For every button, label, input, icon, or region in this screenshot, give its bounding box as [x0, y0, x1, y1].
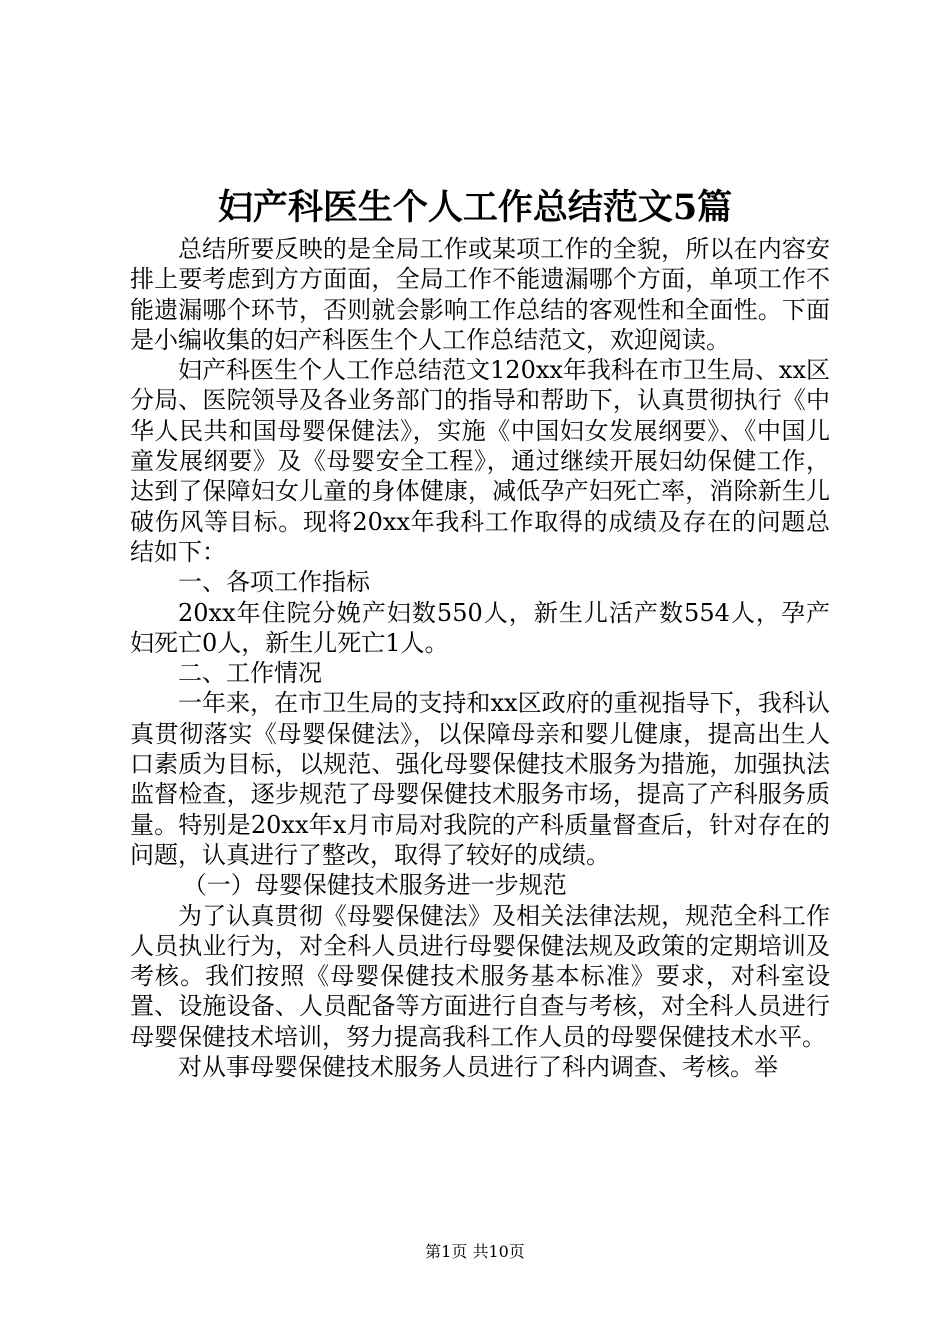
summary-paragraph: 妇产科医生个人工作总结范文120xx年我科在市卫生局、xx区分局、医院领导及各业务部门的指导和帮助下，认真贯彻执行《中华人民共和国母婴保健法》，实施《中国妇女发展纲要》、《中国儿童发展纲要》及《母婴安全工程》，通过继续开展妇幼保健工作，达到了保障妇女儿童的身体健康，减低孕产妇死亡率，消除新生儿破伤风等目标。现将20xx年我科工作取得的成绩及存在的问题总结如下： [130, 356, 830, 566]
section-heading-indicators: 一、各项工作指标 [178, 568, 370, 597]
section-heading-work: 二、工作情况 [178, 659, 322, 688]
indicators-paragraph: 20xx年住院分娩产妇数550人，新生儿活产数554人，孕产妇死亡0人，新生儿死亡1人。 [130, 598, 830, 657]
document-body [130, 234, 830, 1082]
standardization-paragraph: 为了认真贯彻《母婴保健法》及相关法律法规，规范全科工作人员执业行为，对全科人员进行母婴保健法规及政策的定期培训及考核。我们按照《母婴保健技术服务基本标准》要求，对科室设置、设施设备、人员配备等方面进行自查与考核，对全科人员进行母婴保健技术培训，努力提高我科工作人员的母婴保健技术水平。 [130, 901, 830, 1051]
document-title: 妇产科医生个人工作总结范文5篇 [217, 187, 733, 228]
survey-paragraph: 对从事母婴保健技术服务人员进行了科内调查、考核。举 [178, 1053, 778, 1082]
intro-paragraph: 总结所要反映的是全局工作或某项工作的全貌，所以在内容安排上要考虑到方方面面，全局工作不能遗漏哪个方面，单项工作不能遗漏哪个环节，否则就会影响工作总结的客观性和全面性。下面是小编收集的妇产科医生个人工作总结范文，欢迎阅读。 [130, 235, 830, 354]
subsection-heading-standardization: （一）母婴保健技术服务进一步规范 [182, 871, 567, 900]
page-number: 第1页 共10页 [425, 1242, 525, 1261]
work-paragraph: 一年来，在市卫生局的支持和xx区政府的重视指导下，我科认真贯彻落实《母婴保健法》，以保障母亲和婴儿健康，提高出生人口素质为目标，以规范、强化母婴保健技术服务为措施，加强执法监督检查，逐步规范了母婴保健技术服务市场，提高了产科服务质量。特别是20xx年x月市局对我院的产科质量督查后，针对存在的问题，认真进行了整改，取得了较好的成绩。 [130, 689, 830, 869]
